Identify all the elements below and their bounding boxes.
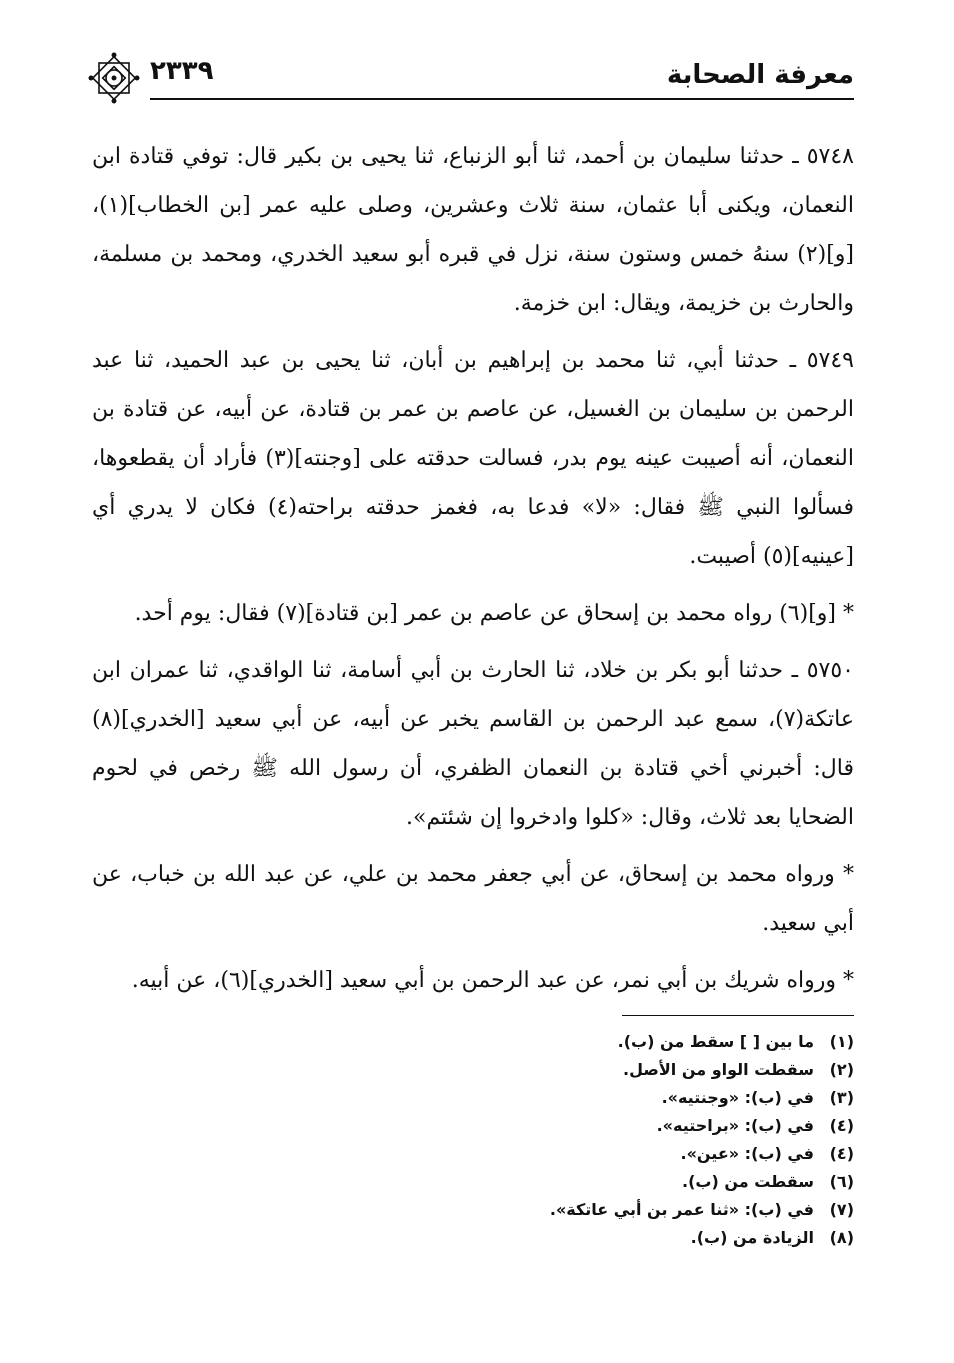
page-header [92, 52, 854, 104]
footnote-number: (٧) [829, 1200, 854, 1219]
footnote-number: (٤) [829, 1116, 854, 1135]
paragraph-text: ٥٧٤٨ ـ حدثنا سليمان بن أحمد، ثنا أبو الزنباع، ثنا يحيى بن بكير قال: توفي قتادة ابن النعمان، ويكنى أبا عثمان، سنة ثلاث وعشرين، وصلى عليه عمر [بن الخطاب](١)، [و](٢) سنهُ خمس وستون سنة، نزل في قبره أبو سعيد الخدري، ومحمد بن مسلمة، والحارث بن خزيمة، ويقال: ابن خزمة. [92, 144, 854, 316]
footnote [294, 1168, 854, 1196]
footnote-text: في (ب): «وجنتيه». [661, 1088, 814, 1107]
footnote [294, 1140, 854, 1168]
footnote-text: في (ب): «براحتيه». [656, 1116, 814, 1135]
running-title: معرفة الصحابة [666, 60, 854, 90]
paragraph-text: ٥٧٤٩ ـ حدثنا أبي، ثنا محمد بن إبراهيم بن أبان، ثنا يحيى بن عبد الحميد، ثنا عبد الرحمن بن سليمان بن الغسيل، عن عاصم بن عمر بن قتادة، عن أبيه، عن قتادة بن النعمان، أنه أصيبت عينه يوم بدر، فسالت حدقته على [وجنته](٣) فأراد أن يقطعوها، فسألوا النبي ﷺ فقال: «لا» فدعا به، فغمز حدقته براحته(٤) فكان لا يدري أي [عينيه](٥) أصيبت. [92, 348, 854, 569]
footnote [294, 1112, 854, 1140]
paragraph-text: * ورواه محمد بن إسحاق، عن أبي جعفر محمد بن علي، عن عبد الله بن خباب، عن أبي سعيد. [92, 862, 854, 936]
hadith-5750 [92, 646, 854, 842]
paragraph-text: * [و](٦) رواه محمد بن إسحاق عن عاصم بن عمر [بن قتادة](٧) فقال: يوم أحد. [134, 601, 854, 626]
page-number: ٢٣٣٩ [150, 56, 214, 86]
footnote-number: (٤) [829, 1144, 854, 1163]
paragraph-text: * ورواه شريك بن أبي نمر، عن عبد الرحمن بن أبي سعيد [الخدري](٦)، عن أبيه. [131, 968, 854, 993]
footnote [294, 1028, 854, 1056]
hadith-5749 [92, 336, 854, 581]
footnote-number: (٣) [829, 1088, 854, 1107]
footnote-text: الزيادة من (ب). [690, 1228, 814, 1247]
header-rule [150, 98, 854, 100]
footnote [294, 1084, 854, 1112]
footnote-text: في (ب): «عين». [680, 1144, 814, 1163]
narration-note [92, 850, 854, 948]
narration-note [92, 956, 854, 1005]
footnote-number: (١) [829, 1032, 854, 1051]
footnotes [294, 1028, 854, 1252]
footnote [294, 1224, 854, 1252]
paragraph-text: ٥٧٥٠ ـ حدثنا أبو بكر بن خلاد، ثنا الحارث بن أبي أسامة، ثنا الواقدي، ثنا عمران ابن عاتكة(٧)، سمع عبد الرحمن بن القاسم يخبر عن أبيه، عن أبي سعيد [الخدري](٨) قال: أخبرني أخي قتادة بن النعمان الظفري، أن رسول الله ﷺ رخص في لحوم الضحايا بعد ثلاث، وقال: «كلوا وادخروا إن شئتم». [92, 658, 854, 830]
footnote-text: سقطت الواو من الأصل. [623, 1060, 814, 1079]
footnote-text: سقطت من (ب). [682, 1172, 814, 1191]
footnote [294, 1056, 854, 1084]
footnote-text: في (ب): «ثنا عمر بن أبي عاتكة». [549, 1200, 814, 1219]
footnote [294, 1196, 854, 1224]
footnote-number: (٢) [829, 1060, 854, 1079]
footnote-number: (٦) [829, 1172, 854, 1191]
footnote-text: ما بين [ ] سقط من (ب). [617, 1032, 814, 1051]
narration-note [92, 589, 854, 638]
footnote-number: (٨) [829, 1228, 854, 1247]
main-text [92, 132, 854, 1013]
footnote-rule [622, 1015, 854, 1016]
hadith-5748 [92, 132, 854, 328]
ornament-icon [88, 52, 140, 104]
